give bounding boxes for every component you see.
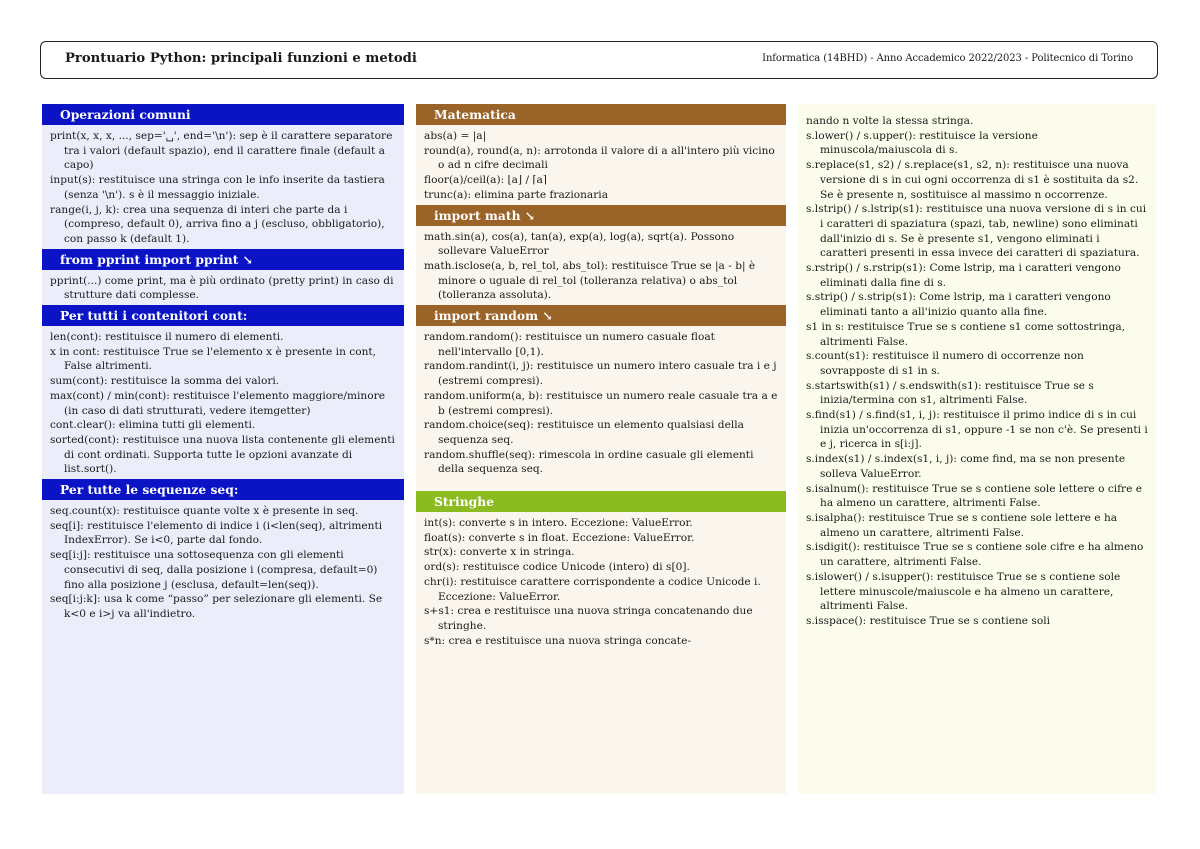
section-title-pprint: from pprint import pprint ↘ — [42, 249, 404, 270]
list-item: floor(a)/ceil(a): ⌊a⌋ / ⌈a⌉ — [424, 174, 548, 187]
list-item: s.rstrip() / s.rstrip(s1): Come lstrip, ma i caratteri vengono eliminati dalla fine di s. — [806, 262, 1121, 289]
section-title-import-random: import random ↘ — [416, 305, 786, 326]
list-item: s.isalpha(): restituisce True se s contiene sole lettere e ha almeno un carattere, altrimenti False. — [806, 511, 1118, 539]
list-item: float(s): converte s in float. Eccezione: ValueError. — [424, 531, 695, 544]
list-item: random.shuffle(seq): rimescola in ordine casuale gli elementi della sequenza seq. — [424, 448, 754, 476]
list-item: random.random(): restituisce un numero casuale float nell'intervallo [0,1). — [424, 331, 715, 358]
section-pprint — [42, 270, 404, 305]
column-middle — [416, 104, 786, 794]
list-item: range(i, j, k): crea una sequenza di interi che parte da i (compreso, default 0), arriva fino a j (escluso, obbligatorio), con passo k (default 1). — [50, 203, 385, 245]
list-item: int(s): converte s in intero. Eccezione: ValueError. — [424, 517, 693, 530]
list-item: round(a), round(a, n): arrotonda il valore di a all'intero più vicino o ad n cifre decimali — [424, 144, 775, 172]
list-item: s.count(s1): restituisce il numero di occorrenze non sovrapposte di s1 in s. — [806, 350, 1084, 377]
list-item: random.uniform(a, b): restituisce un numero reale casuale tra a e b (estremi compresi). — [424, 389, 778, 417]
page-subtitle: Informatica (14BHD) - Anno Accademico 2022/2023 - Politecnico di Torino — [762, 53, 1133, 64]
section-operazioni-comuni — [42, 125, 404, 249]
list-item: sorted(cont): restituisce una nuova lista contenente gli elementi di cont ordinati. Supporta tutte le opzioni avanzate di list.sort(). — [50, 433, 395, 476]
section-title-import-math: import math ↘ — [416, 205, 786, 226]
list-item: s.lower() / s.upper(): restituisce la versione minuscola/maiuscola di s. — [806, 129, 1038, 157]
list-item: trunc(a): elimina parte frazionaria — [424, 188, 609, 201]
section-title-contenitori: Per tutti i contenitori cont: — [42, 305, 404, 326]
section-spacer — [416, 479, 786, 491]
list-item: seq.count(x): restituisce quante volte x è presente in seq. — [50, 505, 359, 518]
list-item: nando n volte la stessa stringa. — [806, 115, 974, 127]
list-item: math.isclose(a, b, rel_tol, abs_tol): restituisce True se |a - b| è minore o uguale di rel_tol (tolleranza relativa) o abs_tol (tolleranza assoluta). — [424, 259, 756, 302]
section-contenitori — [42, 326, 404, 479]
list-item: s*n: crea e restituisce una nuova stringa concate- — [424, 634, 691, 647]
column-left — [42, 104, 404, 794]
list-item: s.lstrip() / s.lstrip(s1): restituisce una nuova versione di s in cui i caratteri di spaziatura (spazi, tab, newline) sono eliminati dall'inizio di s. Se è presente s1, vengono eliminati i caratteri presenti in essa invece dei caratteri di spaziatura. — [806, 203, 1147, 260]
list-item: s.index(s1) / s.index(s1, i, j): come find, ma se non presente solleva ValueError. — [806, 453, 1126, 480]
list-item: ord(s): restituisce codice Unicode (intero) di s[0]. — [424, 561, 690, 574]
list-item: seq[i]: restituisce l'elemento di indice i (i<len(seq), altrimenti IndexError). Se i<0, parte dal fondo. — [50, 519, 383, 547]
list-item: s.replace(s1, s2) / s.replace(s1, s2, n): restituisce una nuova versione di s in cui ogni occorrenza di s1 è sostituita da s2. Se è presente n, sostituisce al massimo n occorrenze. — [806, 159, 1139, 201]
section-stringhe — [416, 512, 786, 650]
section-sequenze — [42, 500, 404, 624]
list-item: pprint(...) come print, ma è più ordinato (pretty print) in caso di strutture dati complesse. — [50, 274, 394, 302]
section-import-math — [416, 226, 786, 306]
list-item: cont.clear(): elimina tutti gli elementi. — [50, 419, 256, 432]
list-item: max(cont) / min(cont): restituisce l'elemento maggiore/minore (in caso di dati strutturati, vedere itemgetter) — [50, 389, 385, 417]
column-right — [798, 104, 1156, 794]
page-title: Prontuario Python: principali funzioni e metodi — [65, 51, 417, 66]
page-header — [40, 41, 1158, 79]
list-item: s1 in s: restituisce True se s contiene s1 come sottostringa, altrimenti False. — [806, 320, 1126, 348]
list-item: len(cont): restituisce il numero di elementi. — [50, 331, 284, 344]
section-title-sequenze: Per tutte le sequenze seq: — [42, 479, 404, 500]
list-item: chr(i): restituisce carattere corrispondente a codice Unicode i. Eccezione: ValueError. — [424, 575, 761, 603]
list-item: abs(a) = |a| — [424, 130, 487, 142]
list-item: x in cont: restituisce True se l'elemento x è presente in cont, False altrimenti. — [50, 345, 377, 373]
list-item: s.isspace(): restituisce True se s contiene soli — [806, 614, 1051, 627]
list-item: s.strip() / s.strip(s1): Come lstrip, ma i caratteri vengono eliminati tanto a all'inizio quanto alla fine. — [806, 291, 1111, 319]
section-import-random — [416, 326, 786, 479]
list-item: sum(cont): restituisce la somma dei valori. — [50, 375, 280, 388]
section-matematica — [416, 125, 786, 205]
list-item: random.randint(i, j): restituisce un numero intero casuale tra i e j (estremi compresi). — [424, 360, 777, 388]
list-item: input(s): restituisce una stringa con le info inserite da tastiera (senza '\n'). s è il messaggio iniziale. — [50, 174, 385, 201]
section-title-matematica: Matematica — [416, 104, 786, 125]
list-item: seq[i:j]: restituisce una sottosequenza con gli elementi consecutivi di seq, dalla posizione i (compresa, default=0) fino alla posizione j (esclusa, default=len(seq)). — [50, 549, 378, 591]
list-item: s.find(s1) / s.find(s1, i, j): restituisce il primo indice di s in cui inizia un'occorrenza di s1, oppure -1 se non c'è. Se presenti i e j, ricerca in s[i:j]. — [806, 409, 1148, 451]
list-item: str(x): converte x in stringa. — [424, 546, 575, 559]
section-title-stringhe: Stringhe — [416, 491, 786, 512]
list-item: math.sin(a), cos(a), tan(a), exp(a), log(a), sqrt(a). Possono sollevare ValueError — [424, 230, 735, 258]
list-item: seq[i:j:k]: usa k come “passo” per selezionare gli elementi. Se k<0 e i>j va all'indietro. — [50, 593, 383, 620]
list-item: s.isdigit(): restituisce True se s contiene sole cifre e ha almeno un carattere, altrimenti False. — [806, 541, 1144, 569]
list-item: s.islower() / s.isupper(): restituisce True se s contiene sole lettere minuscole/maiuscole e ha almeno un carattere, altrimenti False. — [806, 570, 1121, 613]
list-item: s.startswith(s1) / s.endswith(s1): restituisce True se s inizia/termina con s1, altrimenti False. — [806, 379, 1094, 407]
section-title-operazioni-comuni: Operazioni comuni — [42, 104, 404, 125]
list-item: print(x, x, x, ..., sep='␣', end='\n'): sep è il carattere separatore tra i valori (default spazio), end il carattere finale (default a capo) — [50, 130, 393, 172]
list-item: s.isalnum(): restituisce True se s contiene sole lettere o cifre e ha almeno un carattere, altrimenti False. — [806, 482, 1143, 510]
list-item: s+s1: crea e restituisce una nuova stringa concatenando due stringhe. — [424, 605, 753, 632]
list-item: random.choice(seq): restituisce un elemento qualsiasi della sequenza seq. — [424, 419, 744, 446]
